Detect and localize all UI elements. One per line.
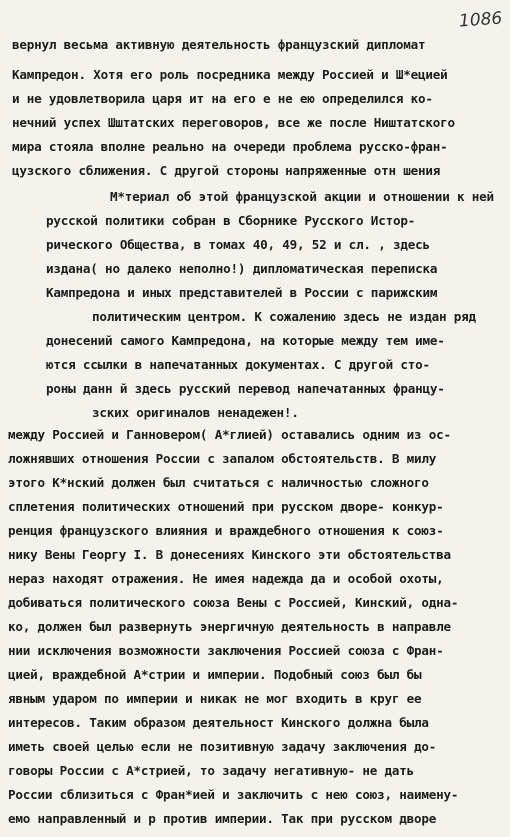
page-number: 1086 (458, 8, 503, 32)
text-line: цузского сближения. С другой стороны напряженные отн шения (12, 163, 441, 178)
text-line: ко, должен был развернуть энергичную деятельность в направле (8, 619, 451, 634)
footnote-line: русской политики собран в Сборнике Русского Истор- (46, 213, 416, 228)
footnote-line: Кампредона и иных представителей в России с парижским (46, 285, 438, 300)
text-line: России сблизиться с Фран*ией и заключить с нею союз, наимену- (8, 787, 459, 802)
text-line: между Россией и Ганновером( А*глией) оставались одним из ос- (8, 427, 451, 442)
footnote-line: роны данн й здесь русский перевод напечатанных францу- (46, 381, 445, 396)
text-line: цией, враждебной А*стрии и империи. Подобный союз был бы (8, 667, 422, 682)
footnote-line: донесений самого Кампредона, на которые между тем име- (46, 333, 445, 348)
footnote-line: политическим центром. К сожалению здесь не издан ряд (92, 309, 476, 324)
footnote-line: рического Общества, в томах 40, 49, 52 и сл. , здесь (46, 237, 430, 252)
text-line: явным ударом по империи и никак не мог входить в круг ее (8, 691, 422, 706)
text-line: нечний успех Шштатских переговоров, все же после Ништатского (12, 115, 455, 130)
text-line: ренция французского влияния и враждебного отношения к союз- (8, 523, 444, 538)
footnote-line: М*териал об этой французской акции и отношении к ней (110, 189, 494, 204)
text-line: вернул весьма активную деятельность французский дипломат (12, 37, 426, 52)
text-line: нераз находят отражения. Не имея надежда да и особой охоты, (8, 571, 444, 586)
text-line: Кампредон. Хотя его роль посредника между Россией и Ш*ецией (12, 67, 448, 82)
text-line: этого К*нский должен был считаться с наличностью сложного (8, 475, 429, 490)
text-line: емо направленный и р против империи. Так при русском дворе (8, 811, 437, 826)
text-line: нику Вены Георгу I. В донесениях Кинского эти обстоятельства (8, 547, 451, 562)
text-line: иметь своей целью если не позитивную задачу заключения до- (8, 739, 437, 754)
text-line: интересов. Таким образом деятельност Кинского должна была (8, 715, 429, 730)
text-line: добиваться политического союза Вены с Россией, Кинский, одна- (8, 595, 459, 610)
footnote-line: издана( но далеко неполно!) дипломатическая переписка (46, 261, 438, 276)
text-line: ложнявших отношения России с запалом обстоятельств. В милу (8, 451, 437, 466)
text-line: сплетения политических отношений при русском дворе- конкур- (8, 499, 444, 514)
text-line: мира стояла вполне реально на очереди проблема русско-фран- (12, 139, 448, 154)
text-line: нии исключения возможности заключения Россией союза с Фран- (8, 643, 444, 658)
footnote-line: ются ссылки в напечатанных документах. С другой сто- (46, 357, 430, 372)
text-line: говоры России с А*стрией, то задачу негативную- не дать (8, 763, 415, 778)
text-line: и не удовлетворила царя ит на его е не ею определился ко- (12, 91, 433, 106)
footnote-line: зских оригиналов ненадежен!. (92, 405, 299, 420)
